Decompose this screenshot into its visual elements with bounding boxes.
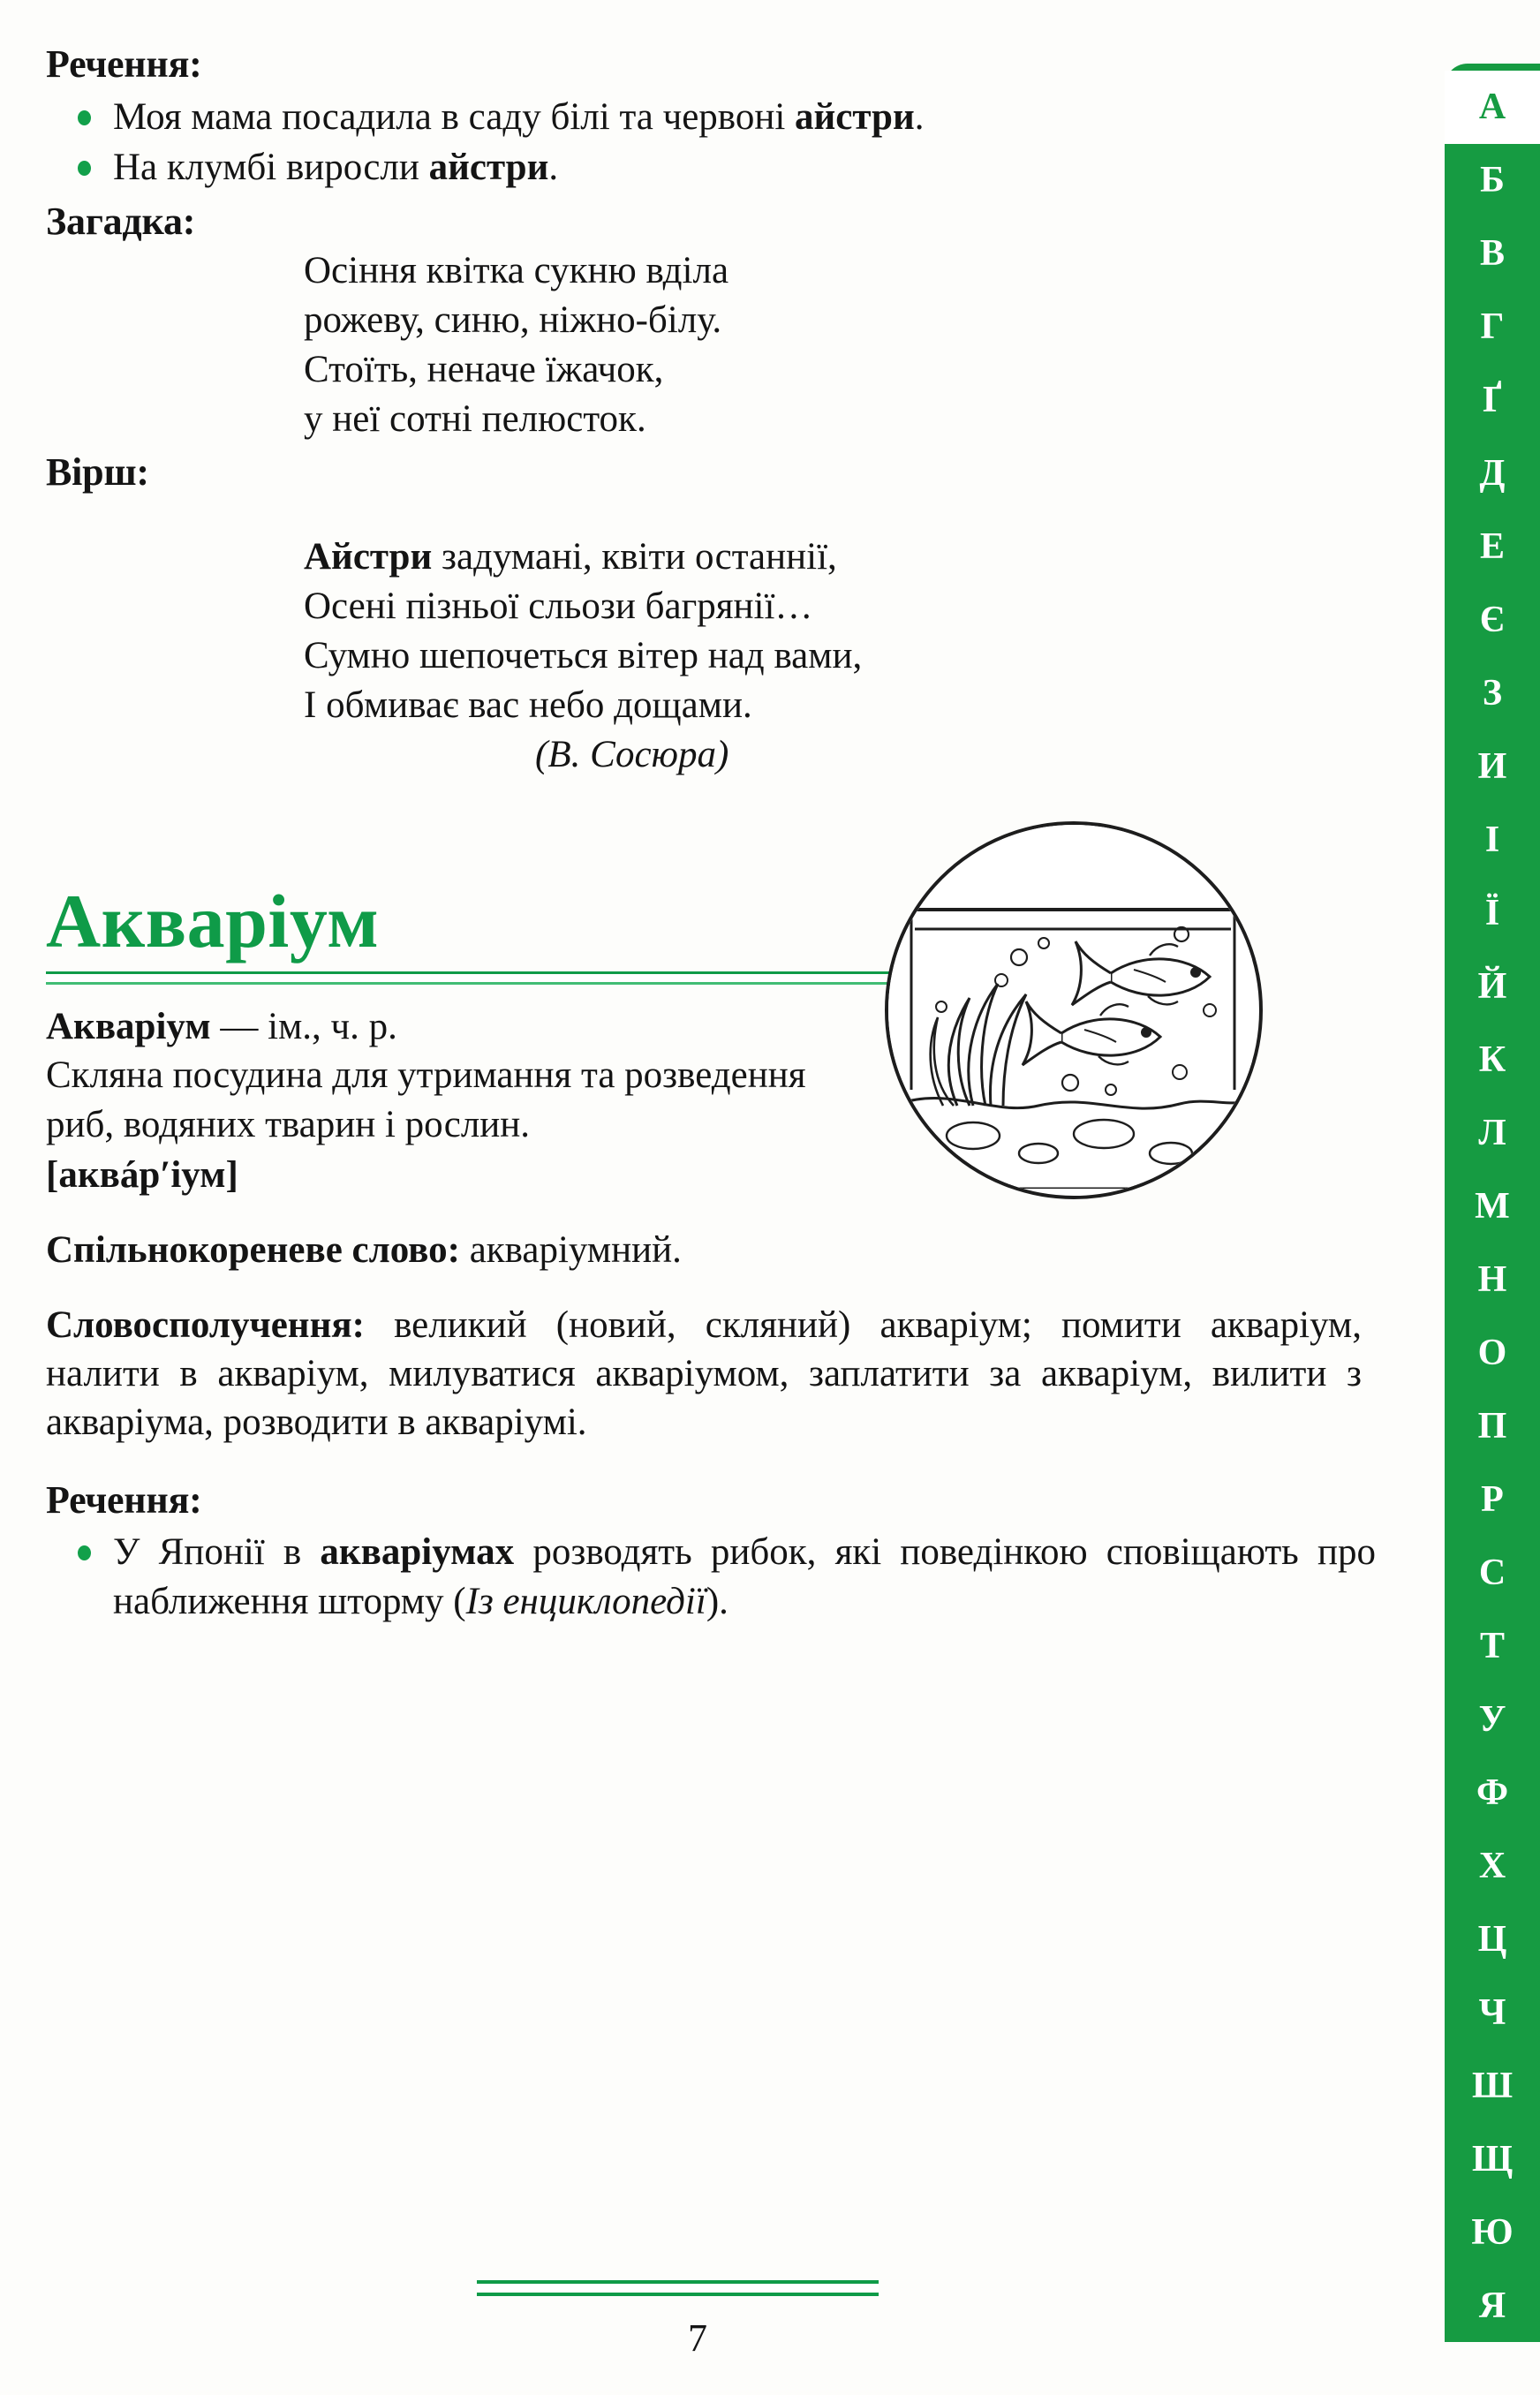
alphabet-letter-p[interactable]: П [1477, 1405, 1507, 1447]
sentence-keyword: айстри [795, 95, 915, 138]
definition-block [46, 1002, 876, 1198]
riddle-label: Загадка: [46, 200, 196, 244]
grammar-tags: ім., ч. р. [268, 1006, 397, 1048]
alphabet-letter-kh[interactable]: Х [1478, 1845, 1506, 1886]
verse-keyword: Айстри [304, 535, 433, 578]
sentence-post: ). [706, 1581, 728, 1623]
bullet-dot-icon [78, 110, 91, 125]
verse-line: І обмиває вас небо дощами. [304, 684, 752, 726]
dictionary-entry-akvarium [46, 879, 1376, 1627]
alphabet-letter-r[interactable]: Р [1481, 1478, 1504, 1520]
alphabet-letter-shch[interactable]: Щ [1471, 2138, 1514, 2180]
collocations-label: Словосполучення: [46, 1303, 365, 1346]
alphabet-letter-g[interactable]: Ґ [1483, 380, 1502, 421]
verse-line [304, 533, 1370, 582]
alphabet-letter-y[interactable]: И [1477, 746, 1507, 788]
page-title: Акваріум [46, 879, 380, 964]
sentence-post: . [914, 95, 925, 138]
verse-label: Вірш: [46, 450, 149, 495]
alphabet-letter-ts[interactable]: Ц [1477, 1918, 1507, 1960]
riddle-line: рожеву, синю, ніжно-білу. [304, 298, 722, 341]
alphabet-letter-o[interactable]: О [1477, 1332, 1507, 1373]
bullet-dot-icon [78, 1545, 91, 1560]
sentence-source: Із енциклопедії [465, 1581, 706, 1623]
alphabet-letter-n[interactable]: Н [1477, 1258, 1507, 1300]
alphabet-letter-z[interactable]: З [1482, 673, 1503, 714]
collocations-value: великий (новий, скляний) акваріум; помити акваріум, налити в акваріум, милуватися акваріумом, заплатити за акваріум, вилити з акваріума, розводити в акваріумі. [46, 1303, 1362, 1443]
alphabet-letter-s[interactable]: С [1478, 1552, 1506, 1593]
verse-line: Осені пізньої сльози багрянії… [304, 585, 813, 627]
sentence-pre: На клумбі виросли [113, 147, 429, 189]
sentences-list-top [46, 93, 1370, 193]
alphabet-letter-j[interactable]: Й [1477, 966, 1507, 1008]
sentence-mid: розводять рибок, які поведінкою сповіщають про наближення шторму ( [113, 1531, 1376, 1623]
list-item [46, 143, 1370, 193]
alphabet-letter-b[interactable]: Б [1480, 160, 1505, 201]
cognate-value: акваріумний. [459, 1228, 682, 1271]
sentence-keyword: айстри [428, 147, 549, 189]
alphabet-letter-yi[interactable]: Ї [1484, 893, 1500, 934]
alphabet-letter-ya[interactable]: Я [1478, 2285, 1506, 2326]
alphabet-letter-t[interactable]: Т [1479, 1625, 1505, 1666]
alphabet-letter-a[interactable]: А [1445, 71, 1540, 144]
alphabet-letter-ch[interactable]: Ч [1478, 1991, 1506, 2033]
alphabet-letter-sh[interactable]: Ш [1471, 2065, 1514, 2106]
sentence-pre: Моя мама посадила в саду білі та червоні [113, 95, 796, 138]
grammar-dash: — [210, 1006, 268, 1048]
sentence-post: . [548, 147, 559, 189]
verse-text [304, 533, 1370, 779]
collocations-row [46, 1301, 1362, 1447]
alphabet-letter-u[interactable]: У [1478, 1698, 1506, 1740]
page-content [46, 41, 1376, 1628]
alphabet-letter-l[interactable]: Л [1478, 1113, 1506, 1154]
riddle-line: Стоїть, неначе їжачок, [304, 348, 664, 390]
riddle-line: у неї сотні пелюсток. [304, 397, 646, 440]
alphabet-letter-f[interactable]: Ф [1476, 1772, 1509, 1813]
footer-divider [477, 2280, 879, 2296]
alphabet-index-sidebar[interactable] [1445, 64, 1540, 2342]
definition-text: Скляна посудина для утримання та розведення риб, водяних тварин і рослин. [46, 1054, 806, 1145]
cognate-row [46, 1226, 1370, 1274]
sentences-label-main: Речення: [46, 1477, 202, 1522]
verse-line-rest: задумані, квіти останнії, [432, 535, 837, 578]
transcription: [аквáр′іум] [46, 1153, 238, 1196]
sentence-keyword: акваріумах [320, 1531, 515, 1574]
riddle-line: Осіння квітка сукню вділа [304, 249, 729, 291]
cognate-label: Спільнокореневе слово: [46, 1228, 460, 1271]
list-item [46, 93, 1370, 142]
list-item [46, 1528, 1376, 1627]
verse-author: (В. Сосюра) [535, 733, 729, 775]
riddle-text [304, 246, 1370, 444]
alphabet-letter-yu[interactable]: Ю [1471, 2211, 1514, 2253]
grammar-headword: Акваріум [46, 1006, 211, 1048]
alphabet-letter-d[interactable]: Д [1479, 453, 1506, 495]
alphabet-letter-e[interactable]: Е [1479, 526, 1505, 568]
alphabet-letter-i[interactable]: І [1484, 820, 1500, 861]
alphabet-letter-ye[interactable]: Є [1479, 600, 1506, 641]
grammar-line [46, 1002, 841, 1051]
alphabet-letter-k[interactable]: К [1478, 1039, 1506, 1081]
alphabet-letter-v[interactable]: В [1479, 233, 1505, 275]
alphabet-letter-h[interactable]: Г [1480, 306, 1505, 348]
alphabet-letter-m[interactable]: М [1475, 1186, 1510, 1228]
sentences-label-top: Речення: [46, 42, 202, 86]
verse-line: Сумно шепочеться вітер над вами, [304, 634, 863, 676]
page-number: 7 [688, 2316, 707, 2360]
sentence-pre: У Японії в [113, 1531, 321, 1574]
headword-divider [46, 971, 894, 985]
aquarium-illustration-icon [885, 821, 1263, 1199]
sentences-list-main [46, 1528, 1376, 1627]
bullet-dot-icon [78, 161, 91, 176]
